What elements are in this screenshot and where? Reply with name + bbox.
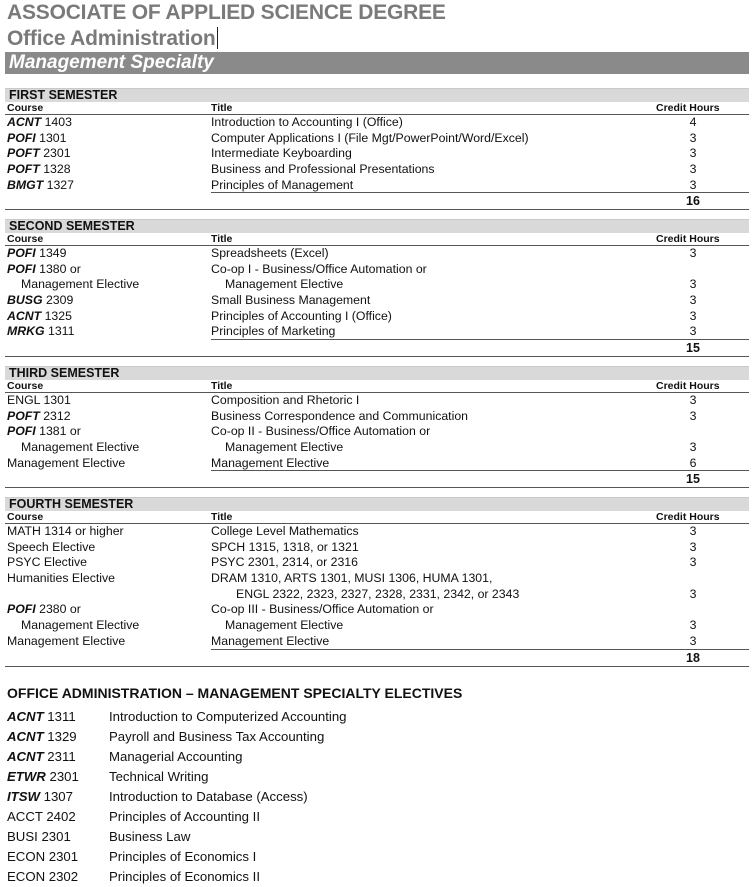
course-number: ECON 2302	[7, 869, 79, 884]
semester-total	[5, 340, 749, 357]
specialty-title: Management Specialty	[9, 52, 214, 73]
course-title: Introduction to Accounting I (Office)	[211, 115, 403, 129]
course-prefix: ACNT	[7, 729, 44, 744]
credit-hours: 3	[689, 618, 697, 633]
course-number: ENGL 1301	[7, 393, 71, 407]
semester-total-hours: 16	[686, 194, 700, 209]
course-row	[5, 456, 749, 472]
course-title: PSYC 2301, 2314, or 2316	[211, 555, 358, 570]
semester-name: FOURTH SEMESTER	[9, 497, 134, 511]
course-title: Business and Professional Presentations	[211, 162, 435, 177]
course-number: Management Elective	[21, 618, 140, 633]
course-code	[7, 555, 87, 571]
course-code	[7, 324, 74, 340]
course-title: Spreadsheets (Excel)	[211, 246, 329, 260]
credit-hours: 3	[689, 524, 697, 538]
course-title: Management Elective	[225, 277, 344, 292]
course-row	[5, 115, 749, 131]
course-number: 2380 or	[35, 602, 81, 617]
elective-title: Introduction to Computerized Accounting	[109, 709, 347, 724]
program-title: Office Administration	[7, 27, 216, 50]
course-title: Co-op II - Business/Office Automation or	[211, 424, 431, 439]
course-code	[7, 409, 71, 425]
elective-code	[7, 727, 77, 747]
elective-title: Principles of Economics I	[109, 849, 257, 864]
course-title: Management Elective	[225, 618, 344, 633]
course-column-header: Course	[7, 380, 44, 392]
course-prefix: ACNT	[7, 308, 42, 323]
course-row	[5, 587, 749, 603]
credit-hours: 3	[689, 177, 697, 192]
course-number: Management Elective	[21, 277, 140, 292]
credit-hours: 3	[689, 246, 697, 260]
course-number: 1327	[43, 177, 74, 192]
semester-total	[5, 650, 749, 667]
credit-hours: 3	[689, 539, 697, 554]
course-number: Management Elective	[7, 455, 126, 470]
semester-section	[5, 497, 749, 667]
course-code	[7, 634, 125, 650]
electives-title: OFFICE ADMINISTRATION – MANAGEMENT SPECIALTY ELECTIVES	[7, 685, 463, 701]
semester-heading	[5, 88, 749, 102]
course-number: 1311	[44, 324, 75, 339]
course-prefix: ACNT	[7, 749, 44, 764]
column-headers	[5, 380, 749, 393]
course-code	[7, 262, 81, 278]
elective-title: Business Law	[109, 829, 191, 844]
credit-hours: 3	[689, 130, 697, 145]
course-row	[5, 393, 749, 409]
course-number: 2312	[39, 408, 71, 423]
elective-title: Principles of Accounting II	[109, 809, 261, 824]
semester-total-hours: 15	[686, 341, 700, 356]
hours-column-header: Credit Hours	[656, 511, 720, 523]
course-number: 2311	[43, 749, 76, 764]
credit-hours: 3	[689, 162, 697, 177]
elective-code	[7, 787, 73, 807]
semester-section	[5, 366, 749, 488]
course-code	[7, 162, 71, 178]
course-number: BUSI 2301	[7, 829, 71, 844]
course-code	[7, 246, 66, 262]
course-title: College Level Mathematics	[211, 524, 359, 538]
course-code	[7, 293, 73, 309]
course-title: Management Elective	[211, 633, 330, 648]
course-code	[7, 571, 115, 587]
course-row	[5, 424, 749, 440]
course-title: Intermediate Keyboarding	[211, 146, 352, 161]
course-row	[5, 524, 749, 540]
credit-hours: 3	[689, 324, 697, 339]
course-title: Small Business Management	[211, 293, 371, 308]
course-title: Co-op I - Business/Office Automation or	[211, 261, 427, 276]
course-prefix: POFI	[7, 261, 36, 276]
course-row	[5, 540, 749, 556]
credit-hours: 4	[689, 115, 697, 129]
credit-hours: 3	[689, 555, 697, 570]
course-row	[5, 440, 749, 456]
course-number: MATH 1314 or higher	[7, 524, 124, 538]
course-prefix: ACNT	[7, 115, 42, 129]
semester-name: SECOND SEMESTER	[9, 219, 135, 233]
course-row	[5, 324, 749, 340]
semester-total	[5, 471, 749, 488]
course-row	[5, 246, 749, 262]
course-row	[5, 602, 749, 618]
course-title: Computer Applications I (File Mgt/PowerPoint/Word/Excel)	[211, 130, 529, 145]
credit-hours: 3	[689, 293, 697, 308]
title-column-header: Title	[211, 511, 233, 523]
elective-code	[7, 807, 76, 827]
semester-heading	[5, 366, 749, 380]
course-number: Humanities Elective	[7, 571, 115, 586]
credit-hours: 6	[689, 455, 697, 470]
elective-code	[7, 747, 76, 767]
course-number: 1301	[35, 130, 67, 145]
course-number: ECON 2301	[7, 849, 79, 864]
credit-hours: 3	[689, 586, 697, 601]
course-code	[7, 393, 71, 409]
course-row	[5, 618, 749, 634]
credit-hours: 3	[689, 308, 697, 323]
specialty-band	[5, 52, 749, 74]
course-prefix: POFI	[7, 130, 36, 145]
course-row	[5, 555, 749, 571]
course-prefix: ITSW	[7, 789, 40, 804]
title-column-header: Title	[211, 380, 233, 392]
semester-name: THIRD SEMESTER	[9, 366, 120, 380]
course-prefix: ETWR	[7, 769, 46, 784]
course-column-header: Course	[7, 511, 44, 523]
course-title: Management Elective	[211, 455, 330, 470]
semester-heading	[5, 219, 749, 233]
course-number: 2301	[45, 769, 79, 784]
credit-hours: 3	[689, 146, 697, 161]
credit-hours: 3	[689, 633, 697, 648]
course-prefix: POFI	[7, 424, 36, 439]
credit-hours: 3	[689, 277, 697, 292]
course-number: 1311	[43, 709, 76, 724]
course-code	[7, 618, 139, 634]
course-row	[5, 162, 749, 178]
semester-heading	[5, 497, 749, 511]
column-headers	[5, 511, 749, 524]
course-row	[5, 293, 749, 309]
course-number: ACCT 2402	[7, 809, 76, 824]
course-prefix: POFI	[7, 602, 36, 617]
course-number: 2309	[42, 293, 74, 308]
semester-section	[5, 219, 749, 357]
course-title: Composition and Rhetoric I	[211, 393, 360, 407]
hours-column-header: Credit Hours	[656, 233, 720, 245]
course-code	[7, 440, 139, 456]
credit-hours: 3	[689, 393, 697, 407]
course-number: Management Elective	[7, 633, 126, 648]
course-number: 1307	[39, 789, 73, 804]
degree-title: ASSOCIATE OF APPLIED SCIENCE DEGREE	[7, 1, 446, 24]
course-prefix: MRKG	[7, 324, 45, 339]
column-headers	[5, 233, 749, 246]
course-prefix: ACNT	[7, 709, 44, 724]
course-number: 1325	[41, 308, 72, 323]
course-title: Principles of Accounting I (Office)	[211, 308, 392, 323]
course-code	[7, 424, 81, 440]
elective-title: Technical Writing	[109, 769, 209, 784]
course-title: ENGL 2322, 2323, 2327, 2328, 2331, 2342, or 2343	[236, 586, 520, 601]
course-row	[5, 277, 749, 293]
course-code	[7, 540, 95, 556]
credit-hours: 3	[689, 440, 697, 455]
elective-code	[7, 767, 79, 787]
semester-total-hours: 18	[686, 650, 700, 665]
course-title: Management Elective	[225, 440, 344, 455]
course-row	[5, 571, 749, 587]
course-prefix: POFI	[7, 246, 36, 260]
semester-name: FIRST SEMESTER	[9, 88, 118, 102]
course-code	[7, 115, 72, 131]
semester-section	[5, 88, 749, 210]
course-number: Management Elective	[21, 440, 140, 455]
course-title: Co-op III - Business/Office Automation or	[211, 602, 434, 617]
course-number: 1349	[35, 246, 67, 260]
course-number: 1403	[41, 115, 72, 129]
course-code	[7, 131, 66, 147]
elective-code	[7, 867, 78, 887]
course-code	[7, 178, 74, 194]
course-title: Principles of Management	[211, 177, 354, 192]
semester-total-hours: 15	[686, 472, 700, 487]
semester-total	[5, 193, 749, 210]
course-prefix: POFT	[7, 146, 40, 161]
hours-column-header: Credit Hours	[656, 380, 720, 392]
course-row	[5, 309, 749, 325]
course-number: 1329	[43, 729, 77, 744]
hours-column-header: Credit Hours	[656, 102, 720, 114]
title-column-header: Title	[211, 102, 233, 114]
course-row	[5, 131, 749, 147]
course-code	[7, 456, 125, 472]
course-number: 2301	[39, 146, 71, 161]
course-row	[5, 146, 749, 162]
title-column-header: Title	[211, 233, 233, 245]
course-row	[5, 178, 749, 194]
elective-title: Managerial Accounting	[109, 749, 243, 764]
course-number: Speech Elective	[7, 539, 96, 554]
course-row	[5, 409, 749, 425]
course-number: 1380 or	[35, 261, 81, 276]
elective-title: Payroll and Business Tax Accounting	[109, 729, 325, 744]
course-code	[7, 524, 124, 540]
course-code	[7, 277, 139, 293]
course-column-header: Course	[7, 233, 44, 245]
column-headers	[5, 102, 749, 115]
elective-code	[7, 707, 76, 727]
course-number: 1328	[39, 162, 71, 177]
course-prefix: POFT	[7, 162, 40, 177]
course-column-header: Course	[7, 102, 44, 114]
course-code	[7, 602, 81, 618]
course-row	[5, 634, 749, 650]
course-title: Business Correspondence and Communication	[211, 408, 469, 423]
elective-title: Introduction to Database (Access)	[109, 789, 308, 804]
elective-code	[7, 847, 78, 867]
course-prefix: BUSG	[7, 293, 43, 308]
text-cursor	[217, 27, 218, 49]
course-title: SPCH 1315, 1318, or 1321	[211, 539, 359, 554]
course-row	[5, 262, 749, 278]
course-code	[7, 146, 71, 162]
course-number: 1381 or	[35, 424, 81, 439]
course-title: Principles of Marketing	[211, 324, 336, 339]
credit-hours: 3	[689, 408, 697, 423]
course-prefix: POFT	[7, 408, 40, 423]
elective-code	[7, 827, 71, 847]
elective-title: Principles of Economics II	[109, 869, 260, 884]
course-code	[7, 309, 72, 325]
course-prefix: BMGT	[7, 177, 44, 192]
course-number: PSYC Elective	[7, 555, 87, 570]
course-title: DRAM 1310, ARTS 1301, MUSI 1306, HUMA 1301,	[211, 571, 493, 586]
